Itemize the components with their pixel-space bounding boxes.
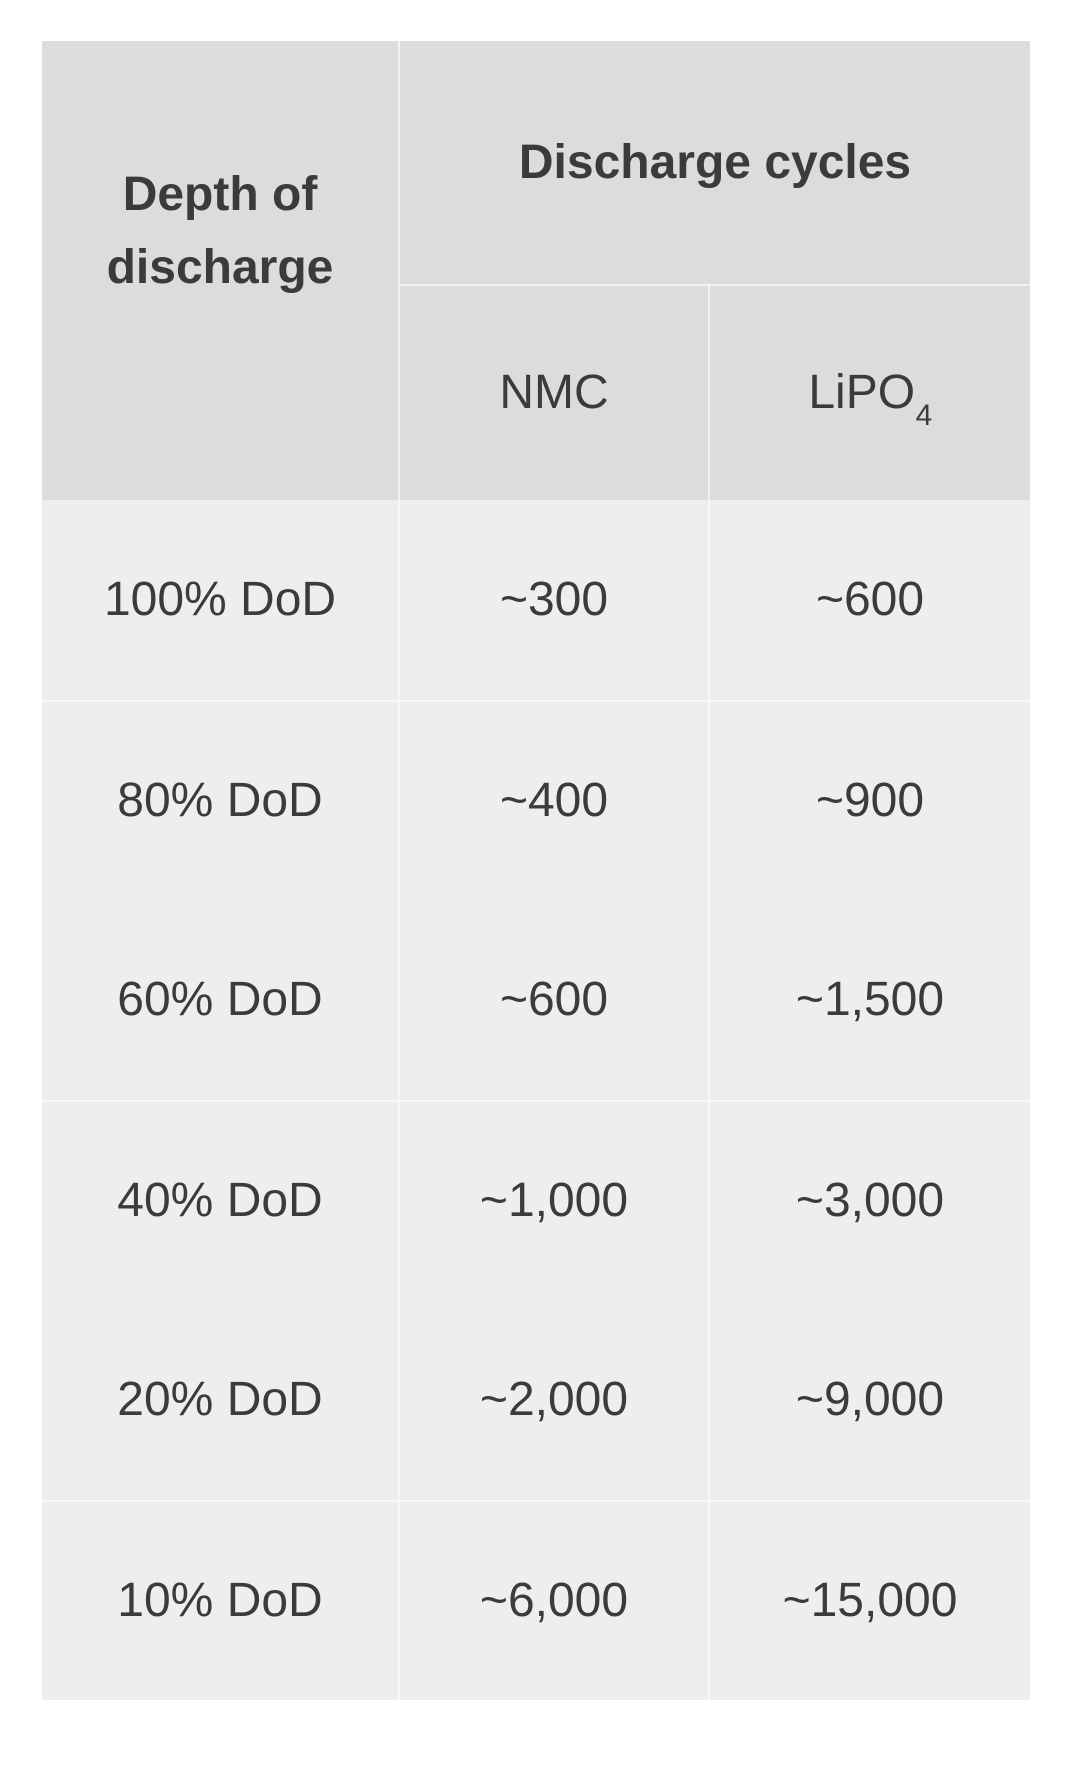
lipo4-value-40-dod: ~3,000 bbox=[708, 1100, 1030, 1300]
nmc-value-60-dod: ~600 bbox=[398, 900, 708, 1100]
corner-header-label: Depth of discharge bbox=[106, 167, 334, 294]
row-label-20-dod: 20% DoD bbox=[42, 1300, 398, 1500]
column-header-nmc bbox=[398, 284, 708, 500]
group-header-discharge-cycles bbox=[398, 41, 1030, 284]
lipo4-value-60-dod: ~1,500 bbox=[708, 900, 1030, 1100]
nmc-value-80-dod: ~400 bbox=[398, 700, 708, 900]
lipo4-subscript: 4 bbox=[915, 399, 933, 433]
row-label-100-dod: 100% DoD bbox=[42, 500, 398, 700]
group-header-label: Discharge cycles bbox=[518, 135, 912, 189]
corner-header-depth-of-discharge bbox=[42, 41, 398, 500]
row-label-40-dod: 40% DoD bbox=[42, 1100, 398, 1300]
nmc-value-100-dod: ~300 bbox=[398, 500, 708, 700]
lipo4-value-100-dod: ~600 bbox=[708, 500, 1030, 700]
nmc-value-20-dod: ~2,000 bbox=[398, 1300, 708, 1500]
lipo4-value-10-dod: ~15,000 bbox=[708, 1500, 1030, 1700]
nmc-value-10-dod: ~6,000 bbox=[398, 1500, 708, 1700]
column-header-nmc-label: NMC bbox=[499, 366, 609, 420]
lipo4-value-20-dod: ~9,000 bbox=[708, 1300, 1030, 1500]
row-label-80-dod: 80% DoD bbox=[42, 700, 398, 900]
discharge-cycles-table bbox=[42, 41, 1030, 1700]
column-header-lipo4-label: LiPO$_4$ bbox=[808, 366, 933, 433]
row-label-60-dod: 60% DoD bbox=[42, 900, 398, 1100]
row-label-10-dod: 10% DoD bbox=[42, 1500, 398, 1700]
lipo4-value-80-dod: ~900 bbox=[708, 700, 1030, 900]
nmc-value-40-dod: ~1,000 bbox=[398, 1100, 708, 1300]
column-header-lipo4 bbox=[708, 284, 1030, 500]
